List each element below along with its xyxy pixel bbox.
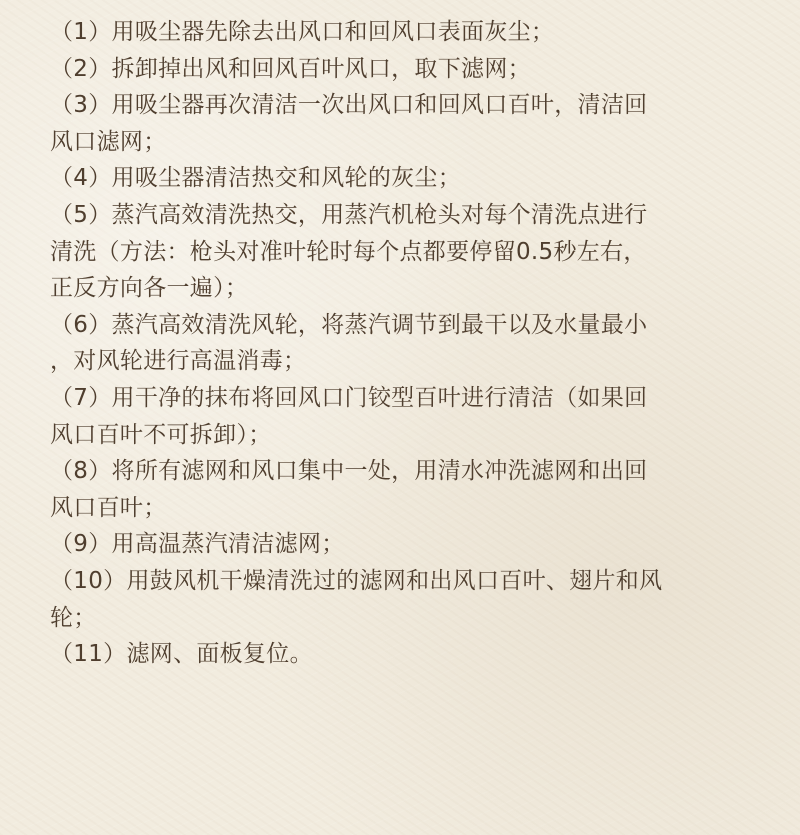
text-line: （7）用干净的抹布将回风口门铰型百叶进行清洁（如果回 [50,384,648,411]
text-line: （5）蒸汽高效清洗热交，用蒸汽机枪头对每个清洗点进行 [50,201,648,228]
text-line: 轮； [50,604,97,631]
cleaning-steps-text [50,14,760,673]
text-line: 风口滤网； [50,128,167,155]
text-line: （8）将所有滤网和风口集中一处，用清水冲洗滤网和出回 [50,458,648,485]
text-line: 风口百叶； [50,494,167,521]
text-line: 风口百叶不可拆卸）； [50,421,272,448]
text-line: ，对风轮进行高温消毒； [50,348,307,375]
text-line: （1）用吸尘器先除去出风口和回风口表面灰尘； [50,19,555,45]
text-line: （3）用吸尘器再次清洁一次出风口和回风口百叶，清洁回 [50,92,648,119]
text-line: 正反方向各一遍）； [50,275,249,302]
text-line: （4）用吸尘器清洁热交和风轮的灰尘； [50,165,462,192]
text-line: （9）用高温蒸汽清洁滤网； [50,531,345,558]
text-line: （11）滤网、面板复位。 [50,641,313,668]
text-line: （10）用鼓风机干燥清洗过的滤网和出风口百叶、翅片和风 [50,567,663,594]
text-line: （6）蒸汽高效清洗风轮，将蒸汽调节到最干以及水量最小 [50,311,648,338]
text-line: 清洗（方法：枪头对准叶轮时每个点都要停留0.5秒左右， [50,238,647,265]
text-line: （2）拆卸掉出风和回风百叶风口，取下滤网； [50,55,531,82]
